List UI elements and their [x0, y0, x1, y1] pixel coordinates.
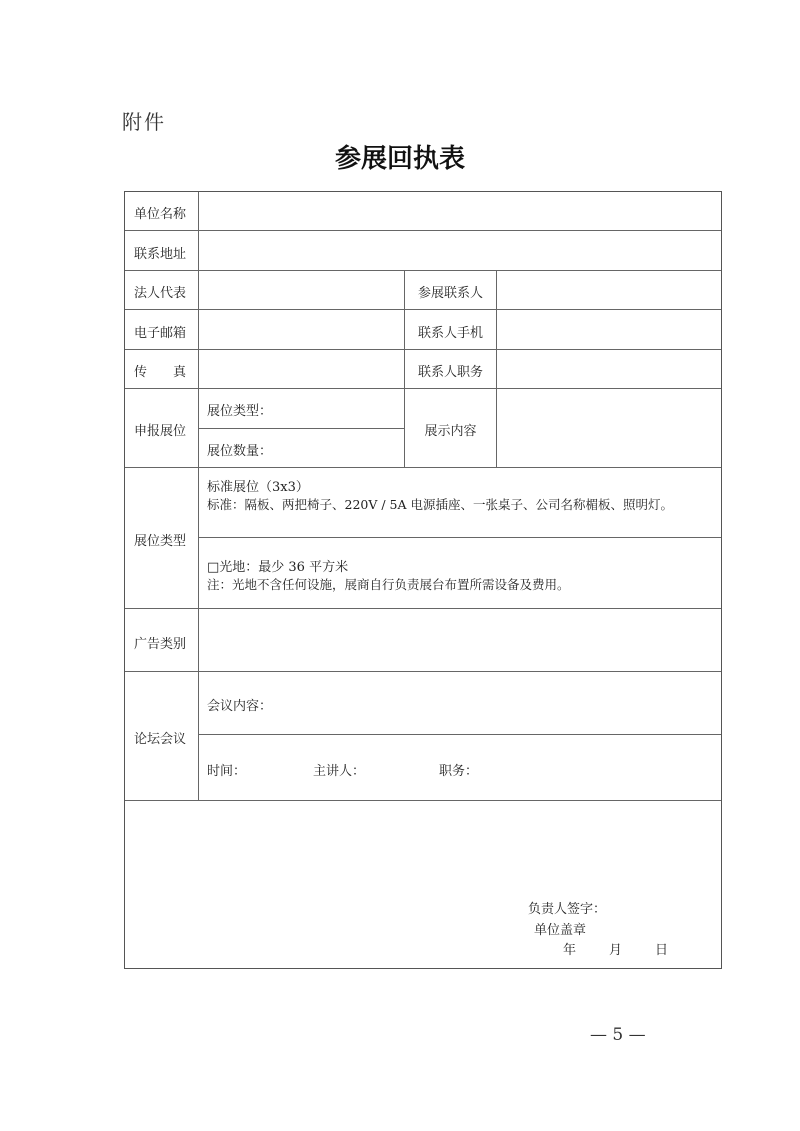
- row-divider: [199, 537, 721, 538]
- label-fax: 传 真: [134, 365, 187, 380]
- label-apply-booth: 申报展位: [134, 424, 187, 439]
- row-divider: [125, 608, 721, 609]
- contact-mobile-field[interactable]: [499, 312, 719, 347]
- speaker-field[interactable]: 主讲人：: [313, 764, 366, 779]
- row-divider: [125, 309, 721, 310]
- row-divider: [125, 388, 721, 389]
- meeting-content-field[interactable]: 会议内容：: [207, 699, 273, 714]
- registration-form-table: [124, 191, 722, 969]
- row-divider: [125, 671, 721, 672]
- seal-label: 单位盖章: [534, 923, 587, 938]
- row-divider: [125, 270, 721, 271]
- col-divider: [496, 270, 497, 467]
- meeting-time-field[interactable]: 时间：: [207, 764, 247, 779]
- standard-booth-title: 标准展位（3x3）: [207, 480, 309, 495]
- row-divider: [125, 349, 721, 350]
- speaker-position-field[interactable]: 职务：: [439, 764, 479, 779]
- raw-space-option[interactable]: □光地：最少 36 平方米: [207, 560, 349, 575]
- label-contact-mobile: 联系人手机: [417, 326, 483, 341]
- row-divider: [125, 800, 721, 801]
- signer-label: 负责人签字：: [528, 902, 607, 917]
- label-forum: 论坛会议: [134, 732, 187, 747]
- unit-name-field[interactable]: [201, 194, 719, 229]
- label-email: 电子邮箱: [134, 326, 187, 341]
- address-field[interactable]: [201, 233, 719, 268]
- year-label: 年: [563, 943, 577, 958]
- label-unit-name: 单位名称: [134, 207, 187, 222]
- ad-category-field[interactable]: [201, 610, 719, 670]
- row-divider: [199, 734, 721, 735]
- raw-space-note: 注：光地不含任何设施，展商自行负责展台布置所需设备及费用。: [207, 577, 570, 592]
- fax-field[interactable]: [201, 351, 401, 386]
- standard-booth-desc: 标准：隔板、两把椅子、220V / 5A 电源插座、一张桌子、公司名称楣板、照明灯。: [207, 497, 673, 512]
- legal-rep-field[interactable]: [201, 272, 401, 307]
- page-number: — 5 —: [590, 1025, 646, 1045]
- row-divider: [125, 467, 721, 468]
- attachment-label: 附件: [122, 110, 166, 134]
- label-legal-rep: 法人代表: [134, 286, 187, 301]
- contact-position-field[interactable]: [499, 351, 719, 386]
- row-divider: [199, 428, 405, 429]
- exhibit-content-field[interactable]: [499, 390, 719, 466]
- label-address: 联系地址: [134, 247, 187, 262]
- label-ad-category: 广告类别: [134, 637, 187, 652]
- booth-count-field[interactable]: 展位数量：: [207, 444, 273, 459]
- row-divider: [125, 230, 721, 231]
- col-divider: [198, 192, 199, 800]
- booth-type-field[interactable]: 展位类型：: [207, 404, 273, 419]
- email-field[interactable]: [201, 312, 401, 347]
- month-label: 月: [609, 943, 623, 958]
- exhibit-contact-field[interactable]: [499, 272, 719, 307]
- label-booth-type: 展位类型: [134, 534, 187, 549]
- label-contact-position: 联系人职务: [417, 365, 483, 380]
- page-title: [0, 138, 800, 175]
- label-exhibit-content: 展示内容: [424, 424, 477, 439]
- label-exhibit-contact: 参展联系人: [417, 286, 483, 301]
- day-label: 日: [655, 943, 669, 958]
- title-text: 参展回执表: [334, 144, 465, 174]
